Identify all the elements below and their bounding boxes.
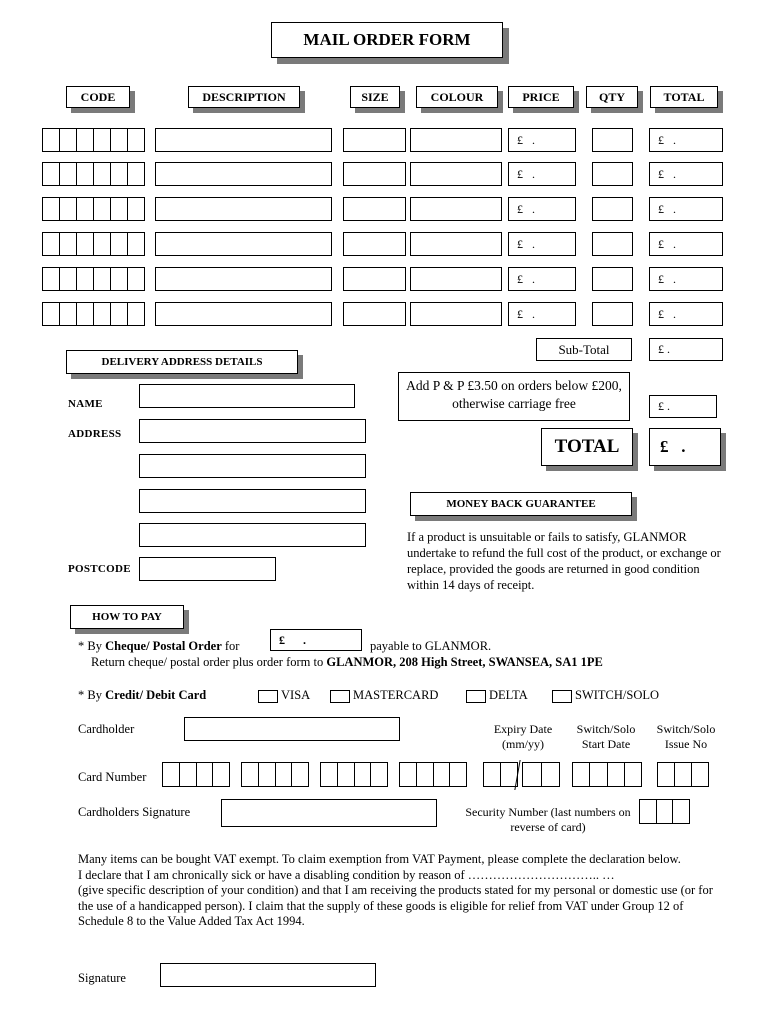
row-total-input[interactable]: £ . [649, 128, 723, 152]
description-input[interactable] [155, 267, 332, 291]
address-line-3[interactable] [139, 489, 366, 513]
col-total-header: TOTAL [650, 86, 718, 108]
switch-label: SWITCH/SOLO [575, 688, 660, 702]
colour-input[interactable] [410, 162, 502, 186]
cheque-payable: payable to GLANMOR. [370, 639, 492, 653]
vat-line-1: Many items can be bought VAT exempt. To claim exemption from VAT Payment, please complete the declaration below. [78, 852, 681, 866]
description-input[interactable] [155, 128, 332, 152]
code-input[interactable] [42, 267, 145, 291]
cheque-line [78, 639, 239, 654]
subtotal-field[interactable]: £ . [649, 338, 723, 361]
cardholder-label: Cardholder [78, 722, 135, 736]
price-input[interactable]: £ . [508, 232, 576, 256]
visa-checkbox[interactable] [258, 690, 278, 703]
size-input[interactable] [343, 162, 406, 186]
cheque-prefix: * By [78, 639, 106, 653]
total-label-box: TOTAL [541, 428, 633, 466]
code-input[interactable] [42, 302, 145, 326]
delta-checkbox[interactable] [466, 690, 486, 703]
col-description-header: DESCRIPTION [188, 86, 300, 108]
card-prefix: * By [78, 688, 106, 702]
vat-signature-label: Signature [78, 971, 126, 985]
card-number-group-3[interactable] [320, 762, 388, 787]
card-line [78, 688, 206, 703]
name-label: NAME [68, 398, 103, 410]
return-line [91, 655, 603, 670]
colour-input[interactable] [410, 232, 502, 256]
subtotal-label-box: Sub-Total [536, 338, 632, 361]
guarantee-text: If a product is unsuitable or fails to satisfy, GLANMOR undertake to refund the full cost of the product, or exchange or replace, provided the goods are returned in good condition within 14 days of receipt. [407, 530, 721, 592]
signature-label: Cardholders Signature [78, 805, 191, 819]
description-input[interactable] [155, 302, 332, 326]
switch-start-input[interactable] [572, 762, 642, 787]
colour-input[interactable] [410, 197, 502, 221]
switch-start-label: Switch/Solo Start Date [576, 722, 636, 751]
price-input[interactable]: £ . [508, 267, 576, 291]
size-input[interactable] [343, 302, 406, 326]
card-bold: Credit/ Debit Card [105, 688, 207, 702]
delta-label: DELTA [489, 688, 528, 702]
switch-checkbox[interactable] [552, 690, 572, 703]
row-total-input[interactable]: £ . [649, 267, 723, 291]
how-to-pay-header: HOW TO PAY [70, 605, 184, 629]
switch-issue-input[interactable] [657, 762, 709, 787]
col-size-header: SIZE [350, 86, 400, 108]
switch-issue-label: Switch/Solo Issue No [656, 722, 716, 751]
size-input[interactable] [343, 232, 406, 256]
address-label: ADDRESS [68, 428, 122, 440]
code-input[interactable] [42, 162, 145, 186]
colour-input[interactable] [410, 128, 502, 152]
qty-input[interactable] [592, 197, 633, 221]
card-number-group-4[interactable] [399, 762, 467, 787]
vat-line-2: I declare that I am chronically sick or have a disabling condition by reason of ………………………….. … [78, 867, 615, 882]
code-input[interactable] [42, 197, 145, 221]
qty-input[interactable] [592, 162, 633, 186]
qty-input[interactable] [592, 232, 633, 256]
card-number-group-2[interactable] [241, 762, 309, 787]
expiry-month-input[interactable] [483, 762, 518, 787]
pp-note-box: Add P & P £3.50 on orders below £200, otherwise carriage free [398, 372, 630, 421]
col-price-header: PRICE [508, 86, 574, 108]
total-field[interactable]: £ . [649, 428, 721, 466]
price-input[interactable]: £ . [508, 128, 576, 152]
price-input[interactable]: £ . [508, 197, 576, 221]
description-input[interactable] [155, 232, 332, 256]
return-address: GLANMOR, 208 High Street, SWANSEA, SA1 1PE [326, 655, 603, 669]
cheque-amount-field[interactable]: £ . [270, 629, 362, 651]
vat-signature-input[interactable] [160, 963, 376, 987]
col-colour-header: COLOUR [416, 86, 498, 108]
size-input[interactable] [343, 267, 406, 291]
postcode-input[interactable] [139, 557, 276, 581]
expiry-year-input[interactable] [522, 762, 560, 787]
cheque-for: for [221, 639, 240, 653]
delivery-header: DELIVERY ADDRESS DETAILS [66, 350, 298, 374]
form-title: MAIL ORDER FORM [271, 22, 503, 58]
vat-text [78, 852, 718, 930]
qty-input[interactable] [592, 302, 633, 326]
visa-label: VISA [281, 688, 311, 702]
col-qty-header: QTY [586, 86, 638, 108]
cardholder-input[interactable] [184, 717, 400, 741]
expiry-label: Expiry Date (mm/yy) [493, 722, 553, 751]
guarantee-header: MONEY BACK GUARANTEE [410, 492, 632, 516]
colour-input[interactable] [410, 267, 502, 291]
description-input[interactable] [155, 197, 332, 221]
name-input[interactable] [139, 384, 355, 408]
address-line-4[interactable] [139, 523, 366, 547]
mastercard-label: MASTERCARD [353, 688, 439, 702]
security-number-input[interactable] [639, 799, 690, 824]
col-code-header: CODE [66, 86, 130, 108]
security-label: Security Number (last numbers on reverse of card) [465, 805, 631, 834]
row-total-input[interactable]: £ . [649, 197, 723, 221]
size-input[interactable] [343, 197, 406, 221]
cheque-bold: Cheque/ Postal Order [105, 639, 222, 653]
address-line-1[interactable] [139, 419, 366, 443]
card-number-label: Card Number [78, 770, 147, 784]
code-input[interactable] [42, 232, 145, 256]
qty-input[interactable] [592, 128, 633, 152]
price-input[interactable]: £ . [508, 162, 576, 186]
description-input[interactable] [155, 162, 332, 186]
vat-line-3: (give specific description of your condition) and that I am receiving the products stated for my personal or domestic use (or for the use of a handicapped person). I claim that the supply of these goods is eligible for relief from VAT under Group 12 of Schedule 8 to the Value Added Tax Act 1994. [78, 883, 713, 928]
size-input[interactable] [343, 128, 406, 152]
colour-input[interactable] [410, 302, 502, 326]
pp-field[interactable]: £ . [649, 395, 717, 418]
price-input[interactable]: £ . [508, 302, 576, 326]
row-total-input[interactable]: £ . [649, 232, 723, 256]
code-input[interactable] [42, 128, 145, 152]
qty-input[interactable] [592, 267, 633, 291]
signature-input[interactable] [221, 799, 437, 827]
return-text: Return cheque/ postal order plus order form to [91, 655, 327, 669]
row-total-input[interactable]: £ . [649, 302, 723, 326]
address-line-2[interactable] [139, 454, 366, 478]
card-number-group-1[interactable] [162, 762, 230, 787]
postcode-label: POSTCODE [68, 563, 131, 575]
mastercard-checkbox[interactable] [330, 690, 350, 703]
row-total-input[interactable]: £ . [649, 162, 723, 186]
